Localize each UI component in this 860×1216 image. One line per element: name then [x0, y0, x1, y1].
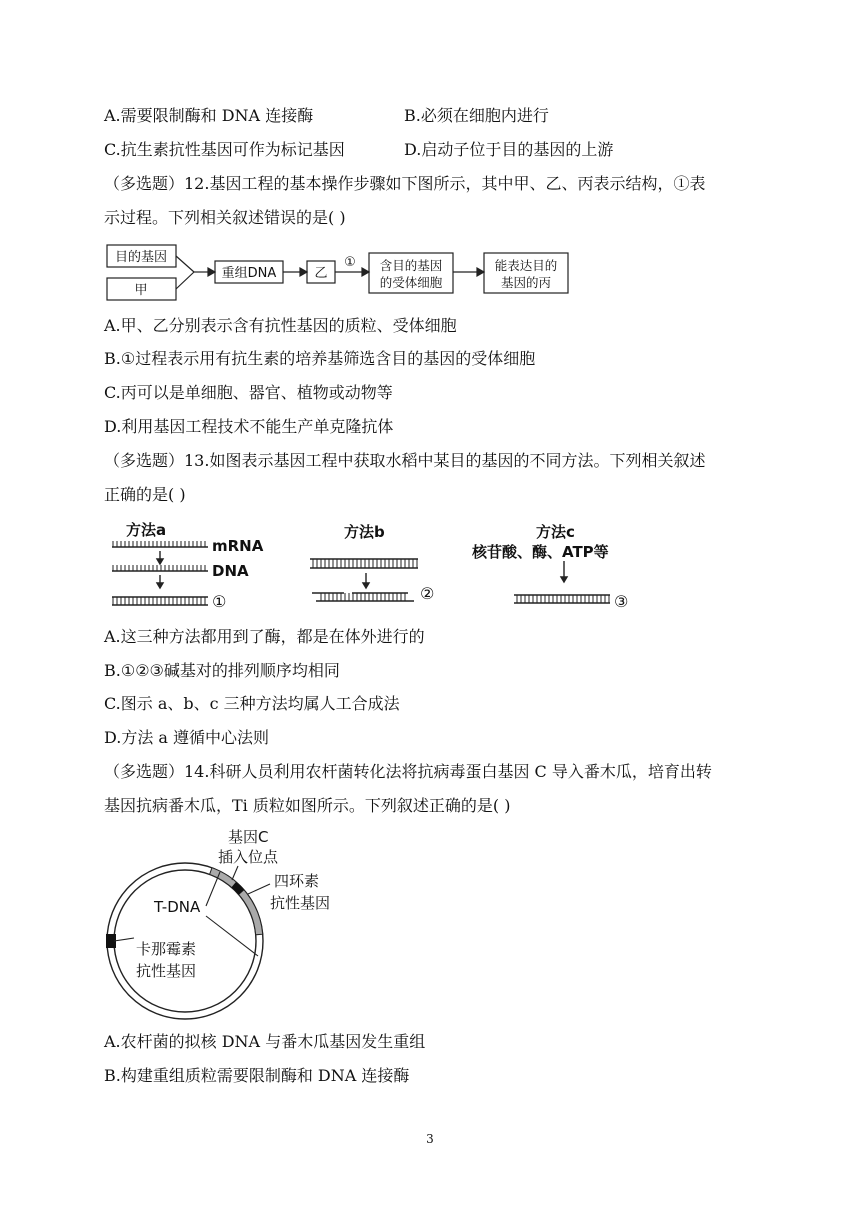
q14-option-a: A.农杆菌的拟核 DNA 与番木瓜基因发生重组 [104, 1032, 426, 1051]
mrna-label: mRNA [212, 537, 264, 555]
box-bing-line2: 基因的丙 [500, 275, 552, 290]
q13-option-c: C.图示 a、b、c 三种方法均属人工合成法 [104, 694, 400, 713]
q11-option-c: C.抗生素抗性基因可作为标记基因 [104, 140, 345, 159]
q12-stem-line1: （多选题）12.基因工程的基本操作步骤如下图所示，其中甲、乙、丙表示结构，①表 [104, 174, 706, 193]
q12-option-c: C.丙可以是单细胞、器官、植物或动物等 [104, 383, 393, 402]
q14-stem-line1: （多选题）14.科研人员利用农杆菌转化法将抗病毒蛋白基因 C 导入番木瓜，培育出转 [104, 762, 712, 781]
product-1-label: ① [212, 592, 227, 611]
method-c-label: 方法c [536, 523, 575, 541]
box-bing-line1: 能表达目的 [494, 258, 558, 273]
box-jia: 甲 [134, 283, 148, 298]
method-b-label: 方法b [344, 523, 385, 541]
q12-option-a: A.甲、乙分别表示含有抗性基因的质粒、受体细胞 [104, 316, 457, 335]
q11-option-a: A.需要限制酶和 DNA 连接酶 [104, 106, 314, 125]
step-1-label: ① [344, 255, 356, 270]
kanamycin-label-line1: 卡那霉素 [136, 940, 197, 958]
dna-label: DNA [212, 562, 249, 580]
product-2-label: ② [420, 584, 435, 603]
insert-site-label: 插入位点 [218, 848, 279, 866]
q12-option-b: B.①过程表示用有抗生素的培养基筛选含目的基因的受体细胞 [104, 349, 536, 368]
tetracycline-label-line2: 抗性基因 [270, 894, 331, 912]
q13-stem-line1: （多选题）13.如图表示基因工程中获取水稻中某目的基因的不同方法。下列相关叙述 [104, 451, 706, 470]
q12-flow-diagram [104, 240, 584, 302]
tetracycline-label-line1: 四环素 [274, 872, 320, 890]
ti-plasmid-diagram [100, 824, 380, 1024]
q13-methods-diagram [104, 517, 644, 617]
materials-label: 核苷酸、酶、ATP等 [472, 543, 609, 561]
page-number: 3 [426, 1132, 434, 1146]
q13-option-a: A.这三种方法都用到了酶，都是在体外进行的 [104, 627, 425, 646]
q13-stem-line2: 正确的是( ) [104, 485, 186, 504]
kanamycin-label-line2: 抗性基因 [136, 962, 197, 980]
box-recombinant-dna: 重组DNA [221, 266, 277, 281]
q11-option-d: D.启动子位于目的基因的上游 [404, 140, 614, 159]
box-recipient-line1: 含目的基因 [379, 258, 443, 273]
q13-option-d: D.方法 a 遵循中心法则 [104, 728, 270, 747]
box-yi: 乙 [314, 266, 328, 281]
method-a-label: 方法a [126, 521, 167, 539]
tdna-label: T-DNA [154, 898, 201, 916]
q12-option-d: D.利用基因工程技术不能生产单克隆抗体 [104, 417, 394, 436]
q11-option-b: B.必须在细胞内进行 [404, 106, 549, 125]
box-recipient-line2: 的受体细胞 [379, 275, 443, 290]
q12-stem-line2: 示过程。下列相关叙述错误的是( ) [104, 208, 346, 227]
box-target-gene: 目的基因 [114, 250, 168, 265]
q14-option-b: B.构建重组质粒需要限制酶和 DNA 连接酶 [104, 1066, 410, 1085]
gene-c-label: 基因C [228, 828, 269, 846]
q14-stem-line2: 基因抗病番木瓜，Ti 质粒如图所示。下列叙述正确的是( ) [104, 796, 511, 815]
product-3-label: ③ [614, 592, 629, 611]
q13-option-b: B.①②③碱基对的排列顺序均相同 [104, 661, 340, 680]
